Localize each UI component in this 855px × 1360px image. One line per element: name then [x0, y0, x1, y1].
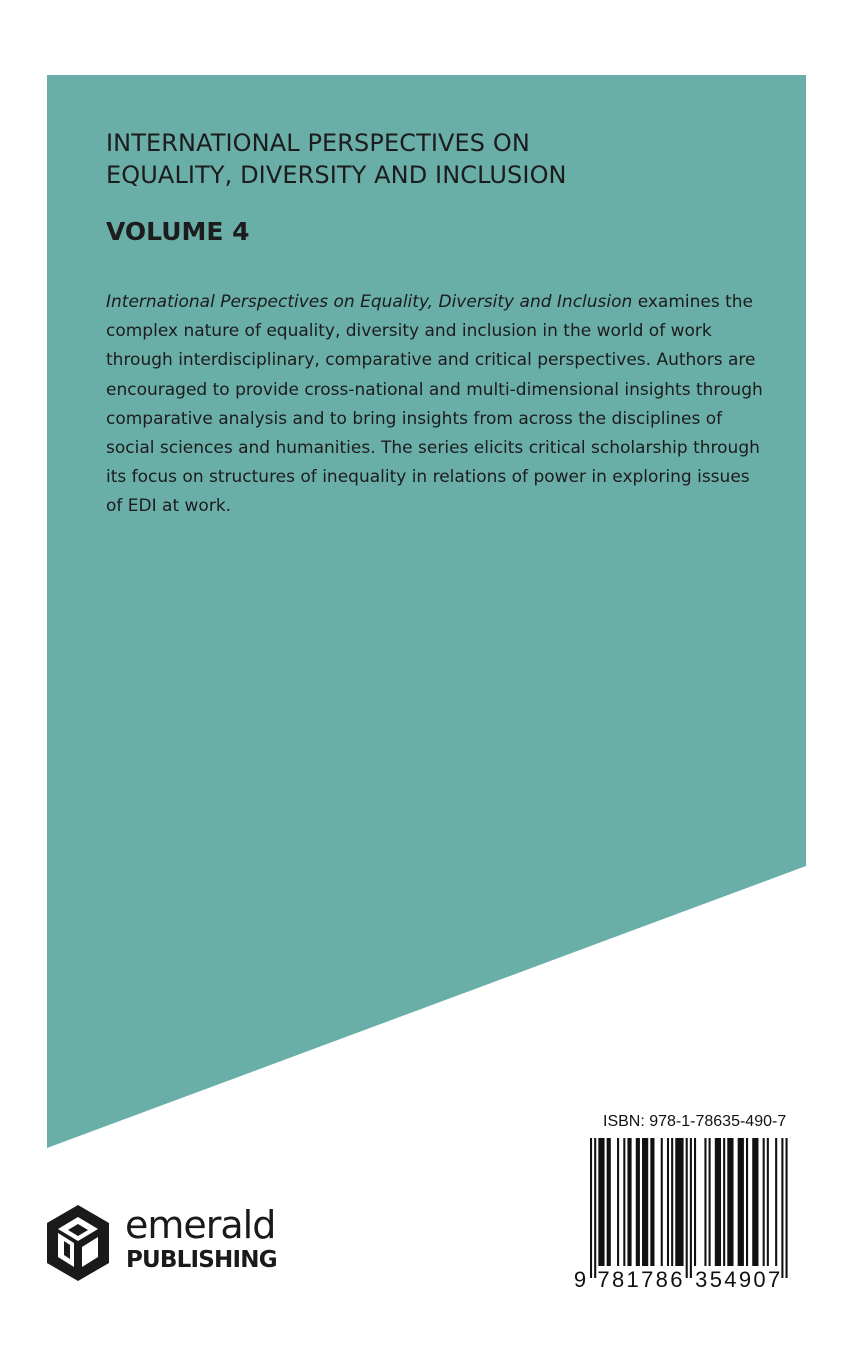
barcode-bar — [723, 1138, 725, 1266]
barcode-digit: 4 — [724, 1267, 737, 1290]
barcode-digit: 9 — [573, 1267, 587, 1290]
barcode-bar — [590, 1138, 592, 1278]
barcode-bar — [738, 1138, 744, 1266]
barcode-digit: 5 — [709, 1267, 722, 1290]
barcode-bar — [607, 1138, 611, 1266]
barcode-bar — [704, 1138, 706, 1266]
barcode-bar — [727, 1138, 733, 1266]
barcode-bar — [671, 1138, 673, 1266]
series-title-line-2: EQUALITY, DIVERSITY AND INCLUSION — [106, 160, 567, 189]
barcode-bar — [763, 1138, 765, 1266]
barcode-bar — [767, 1138, 769, 1266]
barcode-bar — [686, 1138, 688, 1278]
barcode-digit: 7 — [597, 1267, 610, 1290]
barcode-bar — [709, 1138, 711, 1266]
barcode-digits — [574, 1267, 780, 1290]
barcode-bar — [598, 1138, 604, 1266]
isbn-label: ISBN: 978-1-78635-490-7 — [603, 1113, 787, 1130]
barcode-bar — [694, 1138, 696, 1266]
series-title — [106, 128, 746, 191]
barcode-bar — [746, 1138, 748, 1266]
series-name-italic: International Perspectives on Equality, Diversity and Inclusion — [106, 292, 633, 312]
barcode-bar — [752, 1138, 758, 1266]
volume-number: VOLUME 4 — [106, 217, 250, 246]
barcode-digit: 1 — [626, 1267, 639, 1290]
barcode-bar — [775, 1138, 777, 1266]
barcode-bar — [667, 1138, 669, 1266]
barcode-bar — [715, 1138, 721, 1266]
barcode-bar — [636, 1138, 640, 1266]
barcode-bar — [627, 1138, 631, 1266]
barcode-bar — [690, 1138, 692, 1278]
barcode-digit: 3 — [695, 1267, 708, 1290]
barcode-digit: 8 — [655, 1267, 668, 1290]
description-body: examines the complex nature of equality, diversity and inclusion in the world of work through interdisciplinary, comparative and critical perspectives. Authors are encouraged to provide cross-national and multi-dimensional insights through comparative analysis and to bring insights from across the disciplines of social sciences and humanities. The series elicits critical scholarship through its focus on structures of inequality in relations of power in exploring issues of EDI at work. — [106, 292, 763, 517]
barcode-digit: 7 — [767, 1267, 781, 1290]
publisher-name-emerald: emerald — [125, 1203, 276, 1247]
barcode-bar — [786, 1138, 788, 1278]
barcode-digit: 7 — [641, 1267, 654, 1290]
publisher-logo — [44, 1203, 294, 1283]
barcode-bar — [594, 1138, 596, 1278]
barcode-bar — [623, 1138, 625, 1266]
isbn-barcode — [572, 1134, 788, 1290]
series-description — [106, 288, 766, 522]
barcode-bar — [617, 1138, 619, 1266]
barcode-bar — [675, 1138, 683, 1266]
barcode-bar — [642, 1138, 648, 1266]
publisher-name-publishing: PUBLISHING — [126, 1247, 277, 1273]
barcode-digit: 8 — [611, 1267, 625, 1290]
barcode-digit: 9 — [738, 1267, 752, 1290]
barcode-digit: 6 — [670, 1267, 683, 1290]
barcode-bar — [650, 1138, 654, 1266]
barcode-digit: 0 — [753, 1267, 766, 1290]
emerald-hexagon-logo-icon — [44, 1203, 112, 1283]
series-title-line-1: INTERNATIONAL PERSPECTIVES ON — [106, 129, 530, 157]
barcode-bar — [781, 1138, 783, 1278]
barcode-bar — [661, 1138, 663, 1266]
